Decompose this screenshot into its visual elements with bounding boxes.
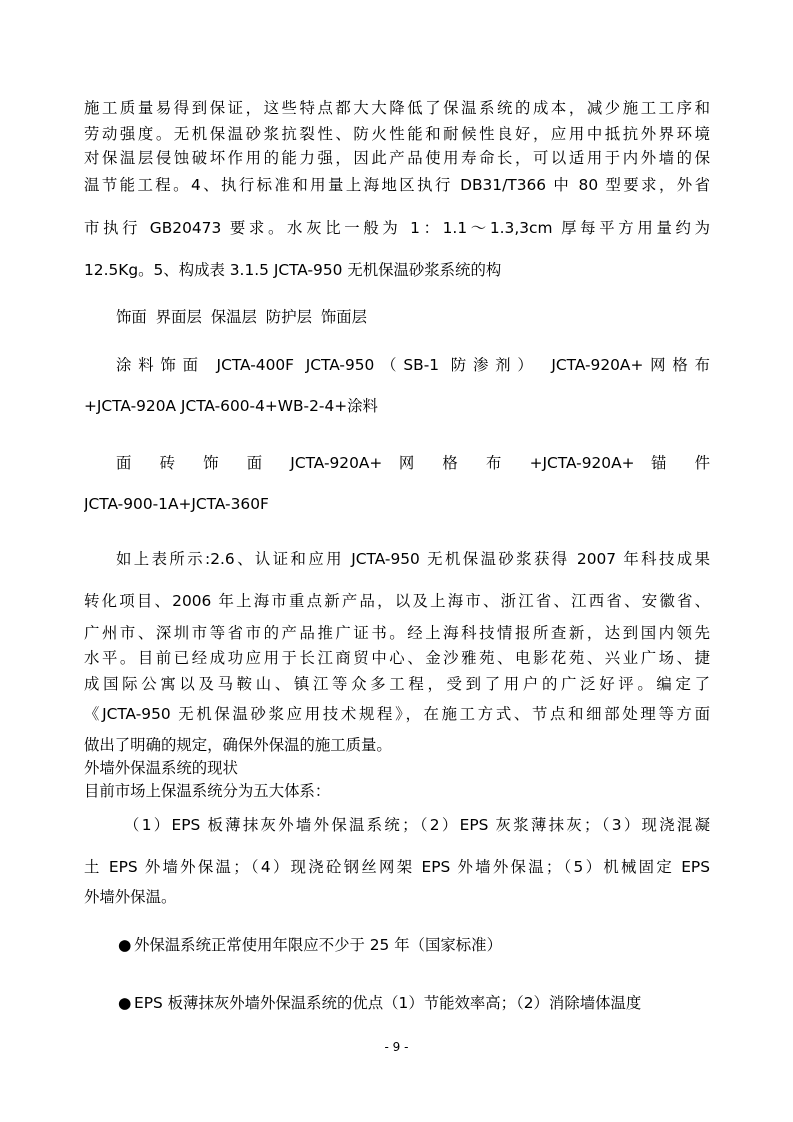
text-line: 《JCTA-950 无机保温砂浆应用技术规程》，在施工方式、节点和细部处理等方面	[84, 705, 710, 723]
text-line: 广州市、深圳市等省市的产品推广证书。经上海科技情报所查新，达到国内领先	[84, 624, 710, 642]
bullet-icon: ●	[118, 994, 132, 1012]
bullet-item	[118, 993, 710, 1013]
text-line: 12.5Kg。5、构成表 3.1.5 JCTA-950 无机保温砂浆系统的构	[84, 261, 502, 279]
text-line: 温节能工程。4、执行标准和用量上海地区执行 DB31/T366 中 80 型要求，外省	[84, 176, 710, 194]
bullet-icon: ●	[118, 936, 132, 954]
text-line: 成国际公寓以及马鞍山、镇江等众多工程，受到了用户的广泛好评。编定了	[84, 675, 710, 693]
bullet-item	[118, 935, 710, 955]
table-header-line: 饰面 界面层 保温层 防护层 饰面层	[116, 308, 368, 326]
text-line: 水平。目前已经成功应用于长江商贸中心、金沙雅苑、电影花苑、兴业广场、捷	[84, 649, 710, 667]
text-line: 市执行 GB20473 要求。水灰比一般为 1：1.1～1.3,3cm 厚每平方用量约为	[84, 219, 710, 237]
text-line: 土 EPS 外墙外保温；（4）现浇砼钢丝网架 EPS 外墙外保温；（5）机械固定 EPS	[84, 858, 710, 876]
table-row-line: 涂料饰面 JCTA-400F JCTA-950（SB-1 防渗剂） JCTA-920A+网格布	[116, 356, 710, 374]
text-line: （1）EPS 板薄抹灰外墙外保温系统；（2）EPS 灰浆薄抹灰；（3）现浇混凝	[124, 816, 710, 834]
section-heading: 外墙外保温系统的现状	[84, 759, 238, 777]
table-row-line: +JCTA-920A JCTA-600-4+WB-2-4+涂料	[84, 397, 378, 415]
text-line: 外墙外保温。	[84, 888, 177, 906]
text-line: 对保温层侵蚀破坏作用的能力强，因此产品使用寿命长，可以适用于内外墙的保	[84, 149, 710, 167]
table-row-line: 面 砖 饰 面 JCTA-920A+ 网 格 布 +JCTA-920A+ 锚 件	[116, 454, 710, 472]
page-number: - 9 -	[384, 1040, 409, 1054]
text-line: 转化项目、2006 年上海市重点新产品，以及上海市、浙江省、江西省、安徽省、	[84, 592, 710, 610]
text-line: 目前市场上保温系统分为五大体系：	[84, 782, 331, 800]
text-line: 如上表所示:2.6、认证和应用 JCTA-950 无机保温砂浆获得 2007 年科技成果	[116, 550, 710, 568]
bullet-text: 外保温系统正常使用年限应不少于 25 年（国家标准）	[134, 936, 502, 954]
text-line: 劳动强度。无机保温砂浆抗裂性、防火性能和耐候性良好，应用中抵抗外界环境	[84, 125, 710, 143]
bullet-text: EPS 板薄抹灰外墙外保温系统的优点（1）节能效率高；（2）消除墙体温度	[134, 994, 642, 1012]
text-line: 做出了明确的规定，确保外保温的施工质量。	[84, 736, 392, 754]
table-row-line: JCTA-900-1A+JCTA-360F	[84, 495, 269, 513]
text-line: 施工质量易得到保证，这些特点都大大降低了保温系统的成本，减少施工工序和	[84, 99, 710, 117]
